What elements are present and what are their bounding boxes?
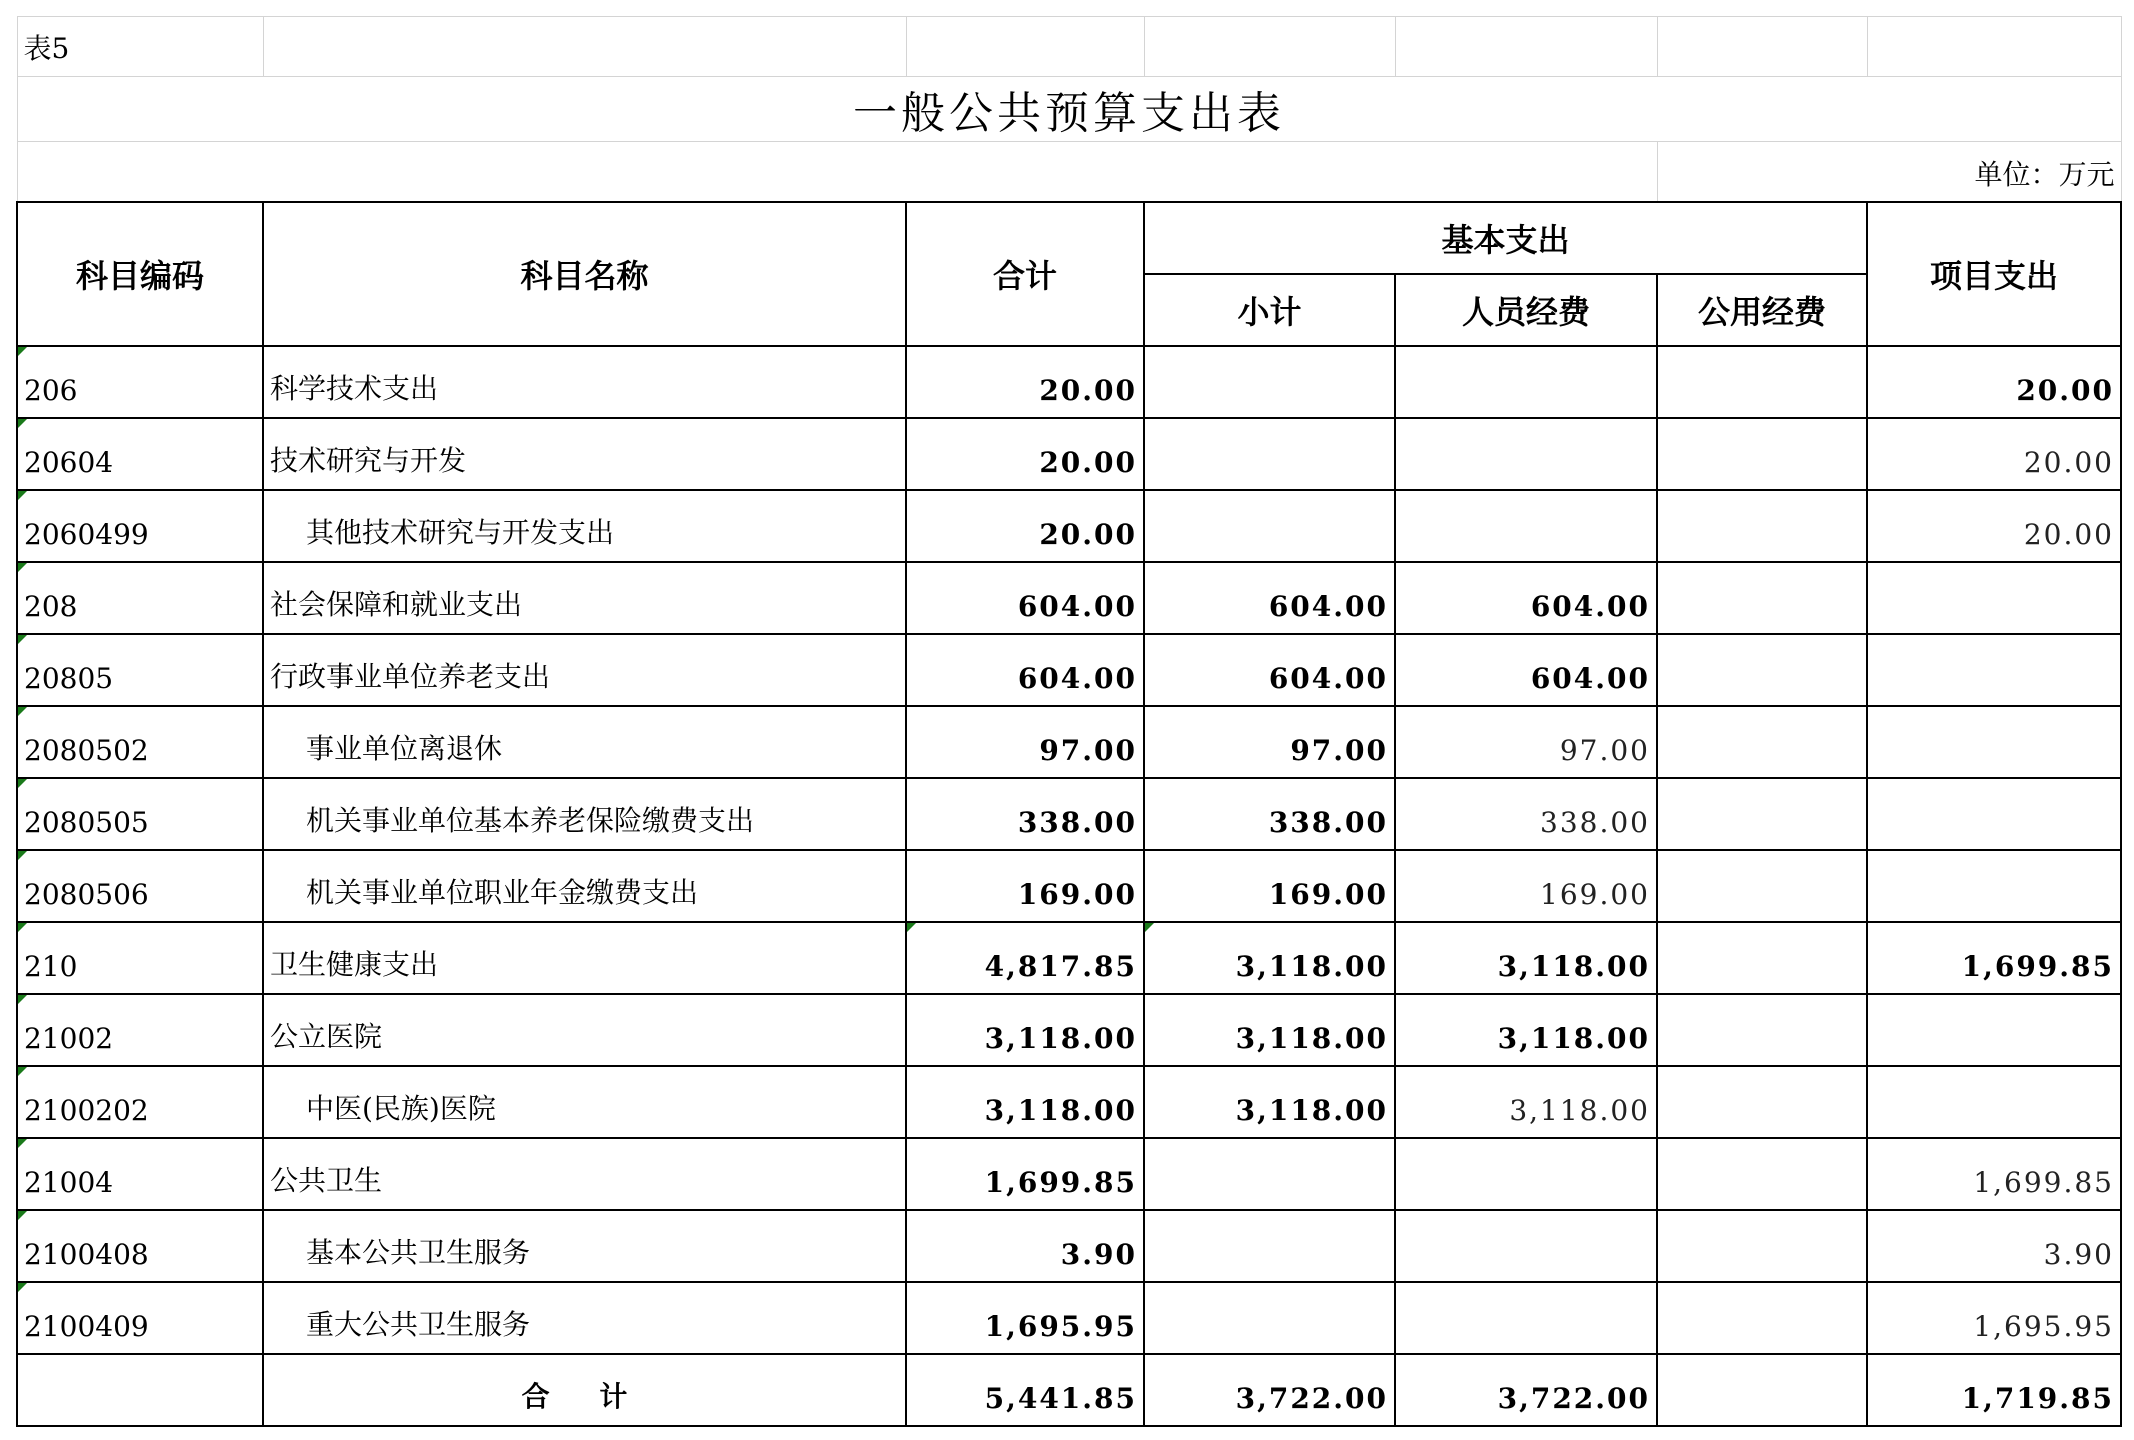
cell-project[interactable] <box>1867 706 2121 778</box>
table-row <box>17 346 2121 418</box>
header-code[interactable]: 科目编码 <box>17 202 263 346</box>
total-row <box>17 1354 2121 1426</box>
cell-public[interactable] <box>1657 1138 1867 1210</box>
table-row <box>17 490 2121 562</box>
total-subtotal[interactable]: 3,722.00 <box>1144 1354 1395 1426</box>
cell-code[interactable]: 2100202 <box>17 1066 263 1138</box>
cell-project[interactable]: 1,699.85 <box>1867 1138 2121 1210</box>
cell-subtotal[interactable]: 3,118.00 <box>1144 1066 1395 1138</box>
cell-public[interactable] <box>1657 778 1867 850</box>
header-total[interactable]: 合计 <box>906 202 1144 346</box>
total-label[interactable]: 合 计 <box>263 1354 906 1426</box>
cell-name[interactable]: 事业单位离退休 <box>263 706 906 778</box>
cell-public[interactable] <box>1657 562 1867 634</box>
cell-personnel[interactable]: 97.00 <box>1395 706 1657 778</box>
header-project[interactable]: 项目支出 <box>1867 202 2121 346</box>
cell-project[interactable] <box>1867 994 2121 1066</box>
cell-subtotal[interactable]: 97.00 <box>1144 706 1395 778</box>
cell-total[interactable]: 338.00 <box>906 778 1144 850</box>
table-row <box>17 922 2121 994</box>
cell-total[interactable]: 3,118.00 <box>906 1066 1144 1138</box>
cell-subtotal[interactable]: 604.00 <box>1144 562 1395 634</box>
cell-public[interactable] <box>1657 634 1867 706</box>
table-row <box>17 634 2121 706</box>
total-total[interactable]: 5,441.85 <box>906 1354 1144 1426</box>
cell-subtotal[interactable]: 3,118.00 <box>1144 922 1395 994</box>
unit-row <box>17 142 2121 202</box>
cell-public[interactable] <box>1657 1282 1867 1354</box>
cell-subtotal[interactable] <box>1144 418 1395 490</box>
cell-name[interactable]: 重大公共卫生服务 <box>263 1282 906 1354</box>
total-personnel[interactable]: 3,722.00 <box>1395 1354 1657 1426</box>
cell-total[interactable]: 169.00 <box>906 850 1144 922</box>
cell-personnel[interactable]: 604.00 <box>1395 562 1657 634</box>
table-row <box>17 1210 2121 1282</box>
cell-total[interactable]: 604.00 <box>906 562 1144 634</box>
cell-code[interactable]: 2080502 <box>17 706 263 778</box>
table-row <box>17 994 2121 1066</box>
table-row <box>17 1138 2121 1210</box>
cell-name[interactable]: 公共卫生 <box>263 1138 906 1210</box>
budget-table <box>16 16 2122 1427</box>
cell-project[interactable]: 3.90 <box>1867 1210 2121 1282</box>
table-row <box>17 850 2121 922</box>
cell-project[interactable] <box>1867 778 2121 850</box>
cell-code[interactable]: 2060499 <box>17 490 263 562</box>
cell-code[interactable]: 2080505 <box>17 778 263 850</box>
cell-project[interactable] <box>1867 634 2121 706</box>
title-row <box>17 77 2121 142</box>
header-public[interactable]: 公用经费 <box>1657 274 1867 346</box>
table-row <box>17 562 2121 634</box>
cell-total[interactable]: 20.00 <box>906 418 1144 490</box>
cell-personnel[interactable] <box>1395 346 1657 418</box>
sheet-label-row <box>17 17 2121 77</box>
table-row <box>17 778 2121 850</box>
cell-name[interactable]: 卫生健康支出 <box>263 922 906 994</box>
table-row <box>17 706 2121 778</box>
cell-public[interactable] <box>1657 1210 1867 1282</box>
cell-total[interactable]: 1,699.85 <box>906 1138 1144 1210</box>
cell-personnel[interactable]: 3,118.00 <box>1395 994 1657 1066</box>
cell-code[interactable]: 2080506 <box>17 850 263 922</box>
cell-total[interactable]: 97.00 <box>906 706 1144 778</box>
cell-subtotal[interactable] <box>1144 1210 1395 1282</box>
cell-personnel[interactable] <box>1395 1138 1657 1210</box>
cell-total[interactable]: 20.00 <box>906 346 1144 418</box>
cell-subtotal[interactable] <box>1144 490 1395 562</box>
cell-public[interactable] <box>1657 850 1867 922</box>
page-title[interactable]: 一般公共预算支出表 <box>17 77 2121 142</box>
total-project[interactable]: 1,719.85 <box>1867 1354 2121 1426</box>
cell-public[interactable] <box>1657 418 1867 490</box>
cell-subtotal[interactable]: 3,118.00 <box>1144 994 1395 1066</box>
cell-personnel[interactable]: 338.00 <box>1395 778 1657 850</box>
cell-total[interactable]: 3,118.00 <box>906 994 1144 1066</box>
cell-personnel[interactable]: 604.00 <box>1395 634 1657 706</box>
cell-name[interactable]: 社会保障和就业支出 <box>263 562 906 634</box>
cell-project[interactable]: 1,695.95 <box>1867 1282 2121 1354</box>
cell-code[interactable]: 21004 <box>17 1138 263 1210</box>
unit-label[interactable]: 单位：万元 <box>1657 142 2121 202</box>
cell-name[interactable]: 行政事业单位养老支出 <box>263 634 906 706</box>
cell-personnel[interactable] <box>1395 490 1657 562</box>
cell-subtotal[interactable]: 604.00 <box>1144 634 1395 706</box>
table-row <box>17 418 2121 490</box>
cell-code[interactable]: 20805 <box>17 634 263 706</box>
cell-project[interactable]: 20.00 <box>1867 346 2121 418</box>
cell-personnel[interactable] <box>1395 418 1657 490</box>
cell-public[interactable] <box>1657 490 1867 562</box>
cell-subtotal[interactable]: 338.00 <box>1144 778 1395 850</box>
cell-subtotal[interactable] <box>1144 1282 1395 1354</box>
table-row <box>17 1282 2121 1354</box>
cell-public[interactable] <box>1657 706 1867 778</box>
cell-total[interactable]: 20.00 <box>906 490 1144 562</box>
cell-total[interactable]: 604.00 <box>906 634 1144 706</box>
cell-public[interactable] <box>1657 346 1867 418</box>
cell-name[interactable]: 科学技术支出 <box>263 346 906 418</box>
cell-name[interactable]: 基本公共卫生服务 <box>263 1210 906 1282</box>
cell-code[interactable]: 2100409 <box>17 1282 263 1354</box>
cell-total[interactable]: 4,817.85 <box>906 922 1144 994</box>
spreadsheet <box>16 16 2120 1427</box>
sheet-label[interactable]: 表5 <box>17 17 263 77</box>
cell-public[interactable] <box>1657 994 1867 1066</box>
cell-project[interactable] <box>1867 1066 2121 1138</box>
cell-name[interactable]: 机关事业单位基本养老保险缴费支出 <box>263 778 906 850</box>
cell-public[interactable] <box>1657 922 1867 994</box>
cell-total[interactable]: 1,695.95 <box>906 1282 1144 1354</box>
cell-subtotal[interactable] <box>1144 1138 1395 1210</box>
cell-project[interactable]: 20.00 <box>1867 418 2121 490</box>
total-code-cell[interactable] <box>17 1354 263 1426</box>
cell-project[interactable] <box>1867 850 2121 922</box>
cell-name[interactable]: 其他技术研究与开发支出 <box>263 490 906 562</box>
cell-total[interactable]: 3.90 <box>906 1210 1144 1282</box>
header-basic[interactable]: 基本支出 <box>1144 202 1867 274</box>
cell-code[interactable]: 210 <box>17 922 263 994</box>
cell-name[interactable]: 中医(民族)医院 <box>263 1066 906 1138</box>
header-subtotal[interactable]: 小计 <box>1144 274 1395 346</box>
header-personnel[interactable]: 人员经费 <box>1395 274 1657 346</box>
total-public[interactable] <box>1657 1354 1867 1426</box>
cell-personnel[interactable] <box>1395 1282 1657 1354</box>
cell-project[interactable]: 20.00 <box>1867 490 2121 562</box>
cell-subtotal[interactable] <box>1144 346 1395 418</box>
cell-name[interactable]: 公立医院 <box>263 994 906 1066</box>
cell-code[interactable]: 206 <box>17 346 263 418</box>
cell-project[interactable] <box>1867 562 2121 634</box>
cell-name[interactable]: 技术研究与开发 <box>263 418 906 490</box>
cell-personnel[interactable]: 3,118.00 <box>1395 922 1657 994</box>
cell-code[interactable]: 208 <box>17 562 263 634</box>
header-name[interactable]: 科目名称 <box>263 202 906 346</box>
cell-personnel[interactable]: 3,118.00 <box>1395 1066 1657 1138</box>
cell-code[interactable]: 21002 <box>17 994 263 1066</box>
cell-project[interactable]: 1,699.85 <box>1867 922 2121 994</box>
cell-code[interactable]: 2100408 <box>17 1210 263 1282</box>
cell-subtotal[interactable]: 169.00 <box>1144 850 1395 922</box>
cell-name[interactable]: 机关事业单位职业年金缴费支出 <box>263 850 906 922</box>
cell-code[interactable]: 20604 <box>17 418 263 490</box>
table-row <box>17 1066 2121 1138</box>
cell-personnel[interactable] <box>1395 1210 1657 1282</box>
header-row-1 <box>17 202 2121 274</box>
cell-personnel[interactable]: 169.00 <box>1395 850 1657 922</box>
cell-public[interactable] <box>1657 1066 1867 1138</box>
